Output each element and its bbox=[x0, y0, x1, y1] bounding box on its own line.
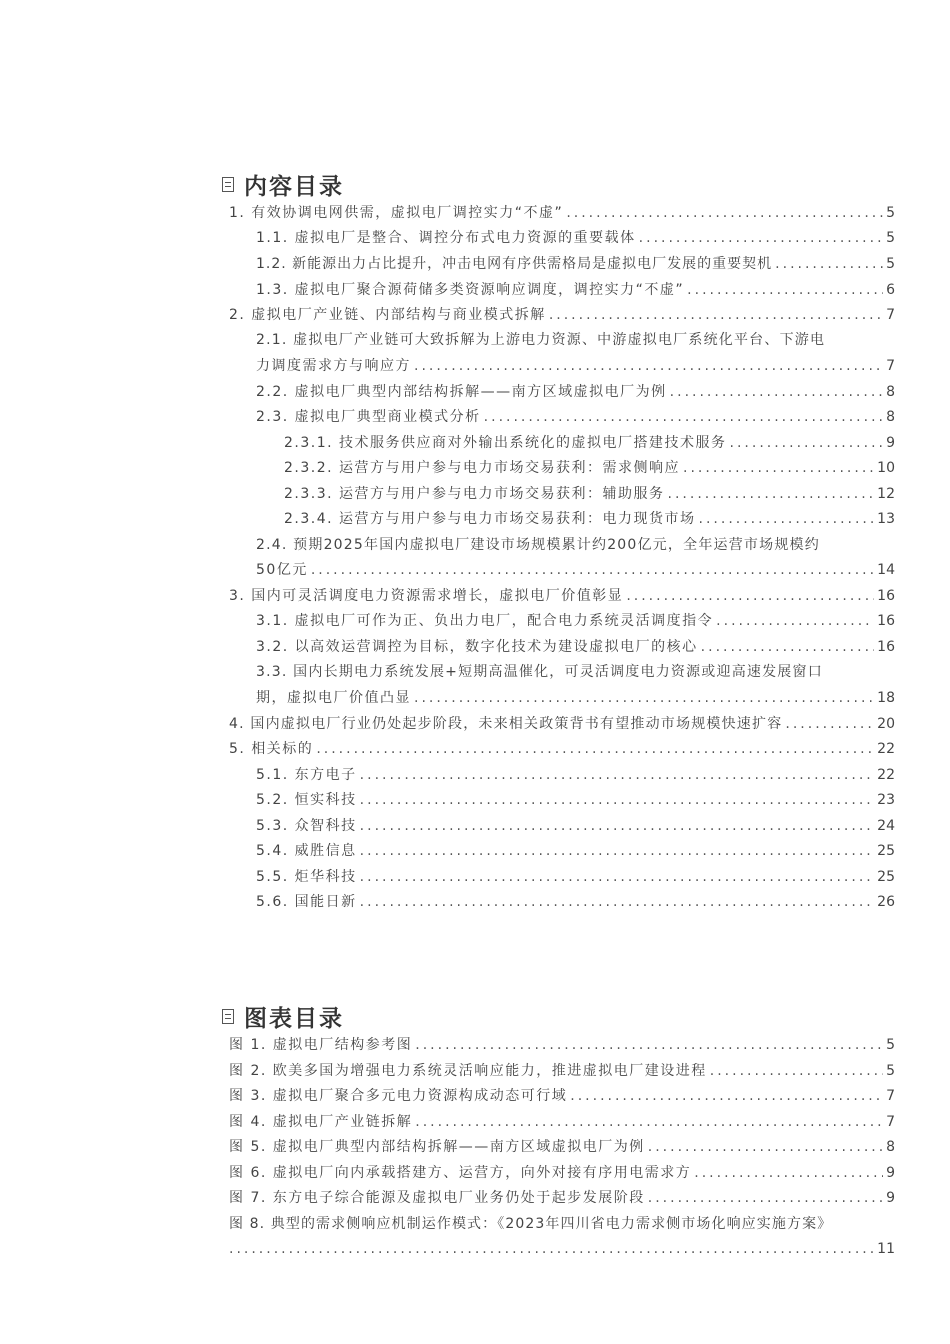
figure-entry-1[interactable]: 图 1. 虚拟电厂结构参考图 ..... 5 bbox=[229, 1036, 895, 1054]
figure-entry-8[interactable]: ..... 11 bbox=[229, 1240, 895, 1258]
toc-entry-4[interactable]: 4. 国内虚拟电厂行业仍处起步阶段，未来相关政策背书有望推动市场规模快速扩容 ..... 20 bbox=[229, 715, 895, 733]
contents-title: 内容目录 bbox=[244, 174, 344, 200]
toc-entry-5-1[interactable]: 5.1. 东方电子 ..... 22 bbox=[256, 766, 895, 784]
figure-entry-7[interactable]: 图 7. 东方电子综合能源及虚拟电厂业务仍处于起步发展阶段 ..... 9 bbox=[229, 1189, 895, 1207]
toc-entry-3-1[interactable]: 3.1. 虚拟电厂可作为正、负出力电厂，配合电力系统灵活调度指令 ..... 16 bbox=[256, 612, 895, 630]
toc-entry-2-2[interactable]: 2.2. 虚拟电厂典型内部结构拆解——南方区域虚拟电厂为例 ..... 8 bbox=[256, 383, 895, 401]
figure-entry-4[interactable]: 图 4. 虚拟电厂产业链拆解 ..... 7 bbox=[229, 1113, 895, 1131]
toc-entry-2-3-2[interactable]: 2.3.2. 运营方与用户参与电力市场交易获利：需求侧响应 ..... 10 bbox=[284, 459, 895, 477]
figures-heading bbox=[222, 1000, 344, 1033]
toc-entry-3-3-line1[interactable]: 3.3. 国内长期电力系统发展+短期高温催化，可灵活调度电力资源或迎高速发展窗口 bbox=[256, 664, 823, 680]
figure-entry-3[interactable]: 图 3. 虚拟电厂聚合多元电力资源构成动态可行域 ..... 7 bbox=[229, 1087, 895, 1105]
toc-entry-3-2[interactable]: 3.2. 以高效运营调控为目标，数字化技术为建设虚拟电厂的核心 ..... 16 bbox=[256, 638, 895, 656]
toc-entry-1[interactable]: 1. 有效协调电网供需，虚拟电厂调控实力“不虚” ..... 5 bbox=[229, 204, 895, 222]
document-icon bbox=[222, 1009, 234, 1024]
contents-heading bbox=[222, 168, 344, 201]
toc-entry-5-5[interactable]: 5.5. 炬华科技 ..... 25 bbox=[256, 868, 895, 886]
toc-entry-5-2[interactable]: 5.2. 恒实科技 ..... 23 bbox=[256, 791, 895, 809]
toc-entry-3-3[interactable]: 期，虚拟电厂价值凸显 ..... 18 bbox=[256, 689, 895, 707]
toc-entry-5-3[interactable]: 5.3. 众智科技 ..... 24 bbox=[256, 817, 895, 835]
figure-entry-8-line1[interactable]: 图 8. 典型的需求侧响应机制运作模式：《2023年四川省电力需求侧市场化响应实施方案》 bbox=[229, 1216, 833, 1232]
toc-entry-1-1[interactable]: 1.1. 虚拟电厂是整合、调控分布式电力资源的重要载体 ..... 5 bbox=[256, 229, 895, 247]
toc-entry-2-3[interactable]: 2.3. 虚拟电厂典型商业模式分析 ..... 8 bbox=[256, 408, 895, 426]
toc-entry-2-4[interactable]: 50亿元 ..... 14 bbox=[256, 561, 895, 579]
toc-entry-5[interactable]: 5. 相关标的 ..... 22 bbox=[229, 740, 895, 758]
toc-entry-1-3[interactable]: 1.3. 虚拟电厂聚合源荷储多类资源响应调度，调控实力“不虚” ..... 6 bbox=[256, 281, 895, 299]
toc-entry-2[interactable]: 2. 虚拟电厂产业链、内部结构与商业模式拆解 ..... 7 bbox=[229, 306, 895, 324]
figures-title: 图表目录 bbox=[244, 1006, 344, 1032]
toc-entry-2-1-line1[interactable]: 2.1. 虚拟电厂产业链可大致拆解为上游电力资源、中游虚拟电厂系统化平台、下游电 bbox=[256, 332, 826, 348]
toc-entry-5-4[interactable]: 5.4. 威胜信息 ..... 25 bbox=[256, 842, 895, 860]
toc-entry-2-3-1[interactable]: 2.3.1. 技术服务供应商对外输出系统化的虚拟电厂搭建技术服务 ..... 9 bbox=[284, 434, 895, 452]
toc-entry-2-4-line1[interactable]: 2.4. 预期2025年国内虚拟电厂建设市场规模累计约200亿元，全年运营市场规模约 bbox=[256, 537, 820, 553]
toc-entry-2-1[interactable]: 力调度需求方与响应方 ..... 7 bbox=[256, 357, 895, 375]
toc-entry-2-3-3[interactable]: 2.3.3. 运营方与用户参与电力市场交易获利：辅助服务 ..... 12 bbox=[284, 485, 895, 503]
toc-entry-5-6[interactable]: 5.6. 国能日新 ..... 26 bbox=[256, 893, 895, 911]
figure-entry-6[interactable]: 图 6. 虚拟电厂向内承载搭建方、运营方，向外对接有序用电需求方 ..... 9 bbox=[229, 1164, 895, 1182]
document-icon bbox=[222, 177, 234, 192]
toc-entry-2-3-4[interactable]: 2.3.4. 运营方与用户参与电力市场交易获利：电力现货市场 ..... 13 bbox=[284, 510, 895, 528]
toc-entry-3[interactable]: 3. 国内可灵活调度电力资源需求增长，虚拟电厂价值彰显 ..... 16 bbox=[229, 587, 895, 605]
figure-entry-5[interactable]: 图 5. 虚拟电厂典型内部结构拆解——南方区域虚拟电厂为例 ..... 8 bbox=[229, 1138, 895, 1156]
figure-entry-2[interactable]: 图 2. 欧美多国为增强电力系统灵活响应能力，推进虚拟电厂建设进程 ..... 5 bbox=[229, 1062, 895, 1080]
toc-entry-1-2[interactable]: 1.2. 新能源出力占比提升，冲击电网有序供需格局是虚拟电厂发展的重要契机 ..... 5 bbox=[256, 255, 895, 273]
